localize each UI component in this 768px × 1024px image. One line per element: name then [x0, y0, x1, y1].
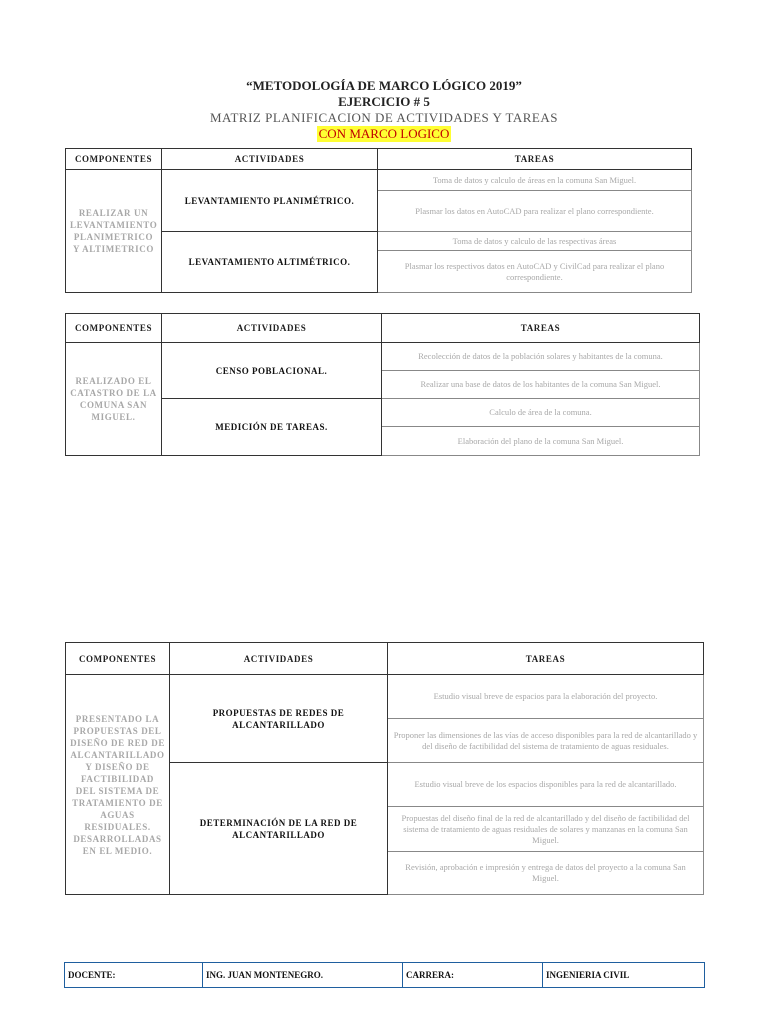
activity-cell: LEVANTAMIENTO ALTIMÉTRICO.: [162, 232, 378, 293]
header-componentes: COMPONENTES: [66, 643, 170, 675]
task-cell: Toma de datos y calculo de áreas en la comuna San Miguel.: [378, 170, 692, 191]
header-componentes: COMPONENTES: [66, 314, 162, 343]
header-actividades: ACTIVIDADES: [162, 149, 378, 170]
task-cell: Toma de datos y calculo de las respectivas áreas: [378, 232, 692, 251]
activity-cell: DETERMINACIÓN DE LA RED DE ALCANTARILLADO: [170, 763, 388, 895]
header-tareas: TAREAS: [388, 643, 704, 675]
task-cell: Elaboración del plano de la comuna San Miguel.: [382, 427, 700, 456]
task-cell: Proponer las dimensiones de las vías de acceso disponibles para la red de alcantarillado y del diseño de factibilidad del sistema de tratamiento de aguas residuales.: [388, 719, 704, 763]
task-cell: Plasmar los datos en AutoCAD para realizar el plano correspondiente.: [378, 191, 692, 232]
docente-label: DOCENTE:: [65, 963, 203, 988]
footer-info-table: [64, 962, 705, 988]
component-cell: REALIZAR UN LEVANTAMIENTO PLANIMETRICO Y ALTIMETRICO: [66, 170, 162, 293]
carrera-value: INGENIERIA CIVIL: [543, 963, 705, 988]
activity-cell: MEDICIÓN DE TAREAS.: [162, 399, 382, 456]
task-cell: Estudio visual breve de espacios para la elaboración del proyecto.: [388, 675, 704, 719]
task-cell: Plasmar los respectivos datos en AutoCAD y CivilCad para realizar el plano correspondiente.: [378, 251, 692, 293]
matrix-title: MATRIZ PLANIFICACION DE ACTIVIDADES Y TAREAS: [209, 110, 558, 125]
docente-value: ING. JUAN MONTENEGRO.: [203, 963, 403, 988]
activity-cell: PROPUESTAS DE REDES DE ALCANTARILLADO: [170, 675, 388, 763]
task-cell: Estudio visual breve de los espacios disponibles para la red de alcantarillado.: [388, 763, 704, 807]
header-componentes: COMPONENTES: [66, 149, 162, 170]
document-title: “METODOLOGÍA DE MARCO LÓGICO 2019”: [246, 78, 522, 93]
matrix-table-2: [65, 313, 700, 456]
header-actividades: ACTIVIDADES: [170, 643, 388, 675]
task-cell: Revisión, aprobación e impresión y entrega de datos del proyecto a la comuna San Miguel.: [388, 852, 704, 895]
matrix-table-3: [65, 642, 704, 895]
task-cell: Recolección de datos de la población solares y habitantes de la comuna.: [382, 343, 700, 371]
header-actividades: ACTIVIDADES: [162, 314, 382, 343]
activity-cell: LEVANTAMIENTO PLANIMÉTRICO.: [162, 170, 378, 232]
task-cell: Propuestas del diseño final de la red de alcantarillado y del diseño de factibilidad del sistema de tratamiento de aguas residuales de solares y manzanas en la comuna San Miguel.: [388, 807, 704, 852]
header-tareas: TAREAS: [378, 149, 692, 170]
component-cell: PRESENTADO LA PROPUESTAS DEL DISEÑO DE RED DE ALCANTARILLADO Y DISEÑO DE FACTIBILIDAD DEL SISTEMA DE TRATAMIENTO DE AGUAS RESIDUALES. DESARROLLADAS EN EL MEDIO.: [66, 675, 170, 895]
highlighted-subtitle: CON MARCO LOGICO: [318, 126, 450, 141]
component-cell: REALIZADO EL CATASTRO DE LA COMUNA SAN MIGUEL.: [66, 343, 162, 456]
header-tareas: TAREAS: [382, 314, 700, 343]
document-header: [0, 78, 768, 142]
task-cell: Realizar una base de datos de los habitantes de la comuna San Miguel.: [382, 371, 700, 399]
matrix-table-1: [65, 148, 692, 293]
exercise-number: EJERCICIO # 5: [338, 94, 430, 109]
activity-cell: CENSO POBLACIONAL.: [162, 343, 382, 399]
carrera-label: CARRERA:: [403, 963, 543, 988]
task-cell: Calculo de área de la comuna.: [382, 399, 700, 427]
